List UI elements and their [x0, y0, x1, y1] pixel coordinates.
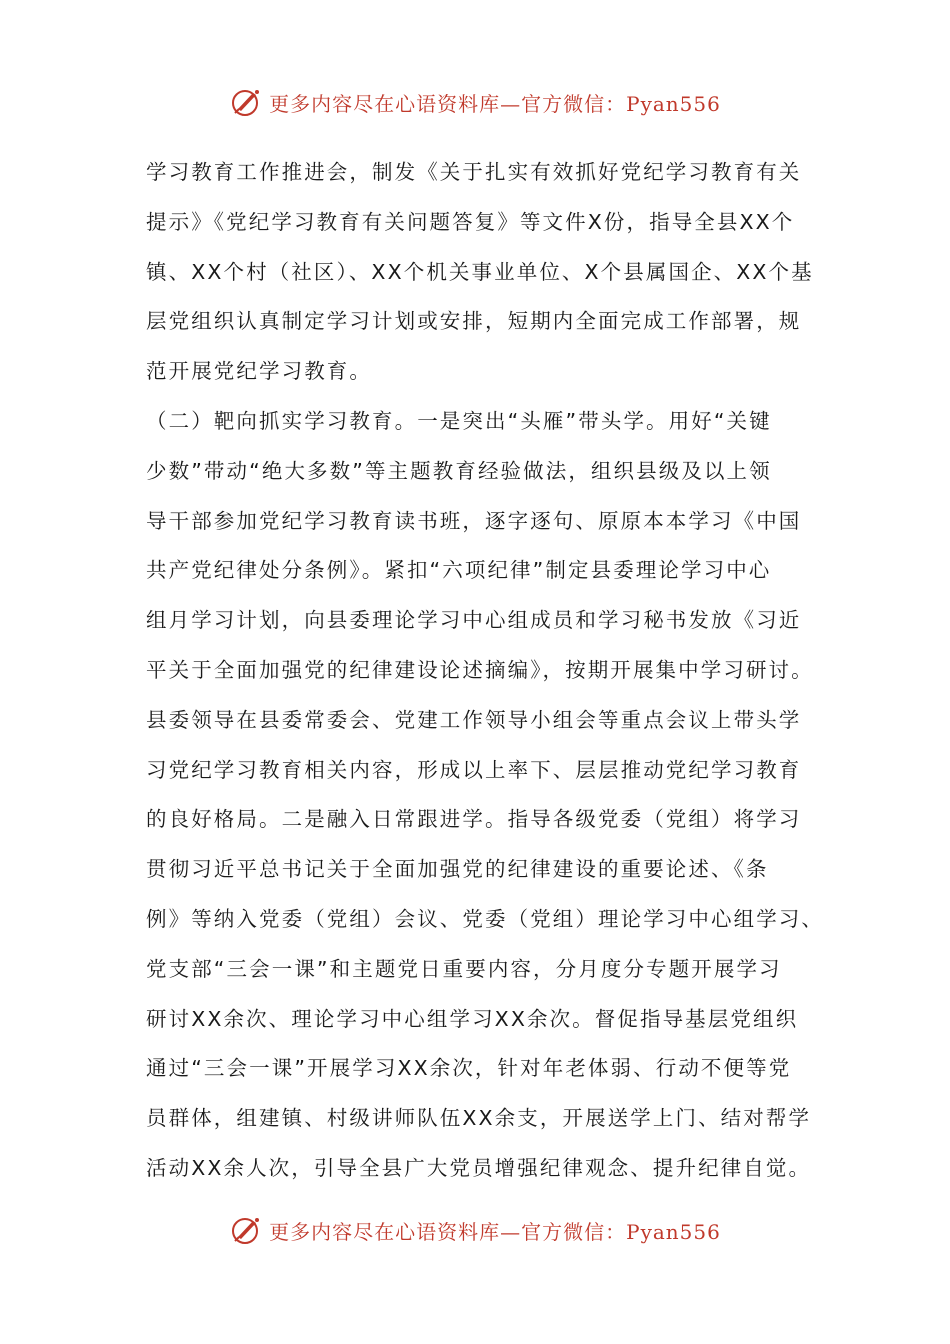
document-body — [146, 148, 826, 1194]
text-line: 共产党纪律处分条例》。紧扣“六项纪律”制定县委理论学习中心 — [146, 558, 772, 583]
footer-banner — [0, 1210, 950, 1250]
text-line: 提示》《党纪学习教育有关问题答复》等文件X份，指导全县XX个 — [146, 209, 795, 234]
text-line: 镇、XX个村（社区）、XX个机关事业单位、X个县属国企、XX个基 — [146, 259, 814, 284]
text-line: 导干部参加党纪学习教育读书班，逐字逐句、原原本本学习《中国 — [146, 508, 802, 533]
text-line: 范开展党纪学习教育。 — [146, 359, 372, 384]
quill-pen-logo-icon — [229, 1213, 263, 1247]
quill-pen-logo-icon — [229, 85, 263, 119]
text-line: 学习教育工作推进会，制发《关于扎实有效抓好党纪学习教育有关 — [146, 160, 802, 184]
header-banner-text: 更多内容尽在心语资料库—官方微信：Pyan556 — [269, 91, 721, 116]
text-line: 通过“三会一课”开展学习XX余次，针对年老体弱、行动不便等党 — [146, 1056, 792, 1081]
text-line: 贯彻习近平总书记关于全面加强党的纪律建设的重要论述、《条 — [146, 857, 769, 882]
text-line: 层党组织认真制定学习计划或安排，短期内全面完成工作部署，规 — [146, 309, 802, 334]
text-line: 组月学习计划，向县委理论学习中心组成员和学习秘书发放《习近 — [146, 608, 802, 633]
header-banner — [0, 82, 950, 122]
text-line: 县委领导在县委常委会、党建工作领导小组会等重点会议上带头学 — [146, 707, 802, 732]
text-line: 习党纪学习教育相关内容，形成以上率下、层层推动党纪学习教育 — [146, 757, 802, 782]
text-line: 少数”带动“绝大多数”等主题教育经验做法，组织县级及以上领 — [146, 458, 772, 483]
footer-banner-text: 更多内容尽在心语资料库—官方微信：Pyan556 — [269, 1219, 721, 1244]
text-line: 研讨XX余次、理论学习中心组学习XX余次。督促指导基层党组织 — [146, 1006, 799, 1031]
text-line: 的良好格局。二是融入日常跟进学。指导各级党委（党组）将学习 — [146, 807, 802, 832]
section-heading-line: （二）靶向抓实学习教育。一是突出“头雁”带头学。用好“关键 — [146, 408, 772, 433]
text-line: 例》等纳入党委（党组）会议、党委（党组）理论学习中心组学习、 — [146, 906, 824, 931]
text-line: 党支部“三会一课”和主题党日重要内容，分月度分专题开展学习 — [146, 956, 782, 981]
text-line: 活动XX余人次，引导全县广大党员增强纪律观念、提升纪律自觉。 — [146, 1155, 812, 1180]
text-line: 平关于全面加强党的纪律建设论述摘编》，按期开展集中学习研讨。 — [146, 657, 814, 682]
text-line: 员群体，组建镇、村级讲师队伍XX余支，开展送学上门、结对帮学 — [146, 1106, 812, 1131]
